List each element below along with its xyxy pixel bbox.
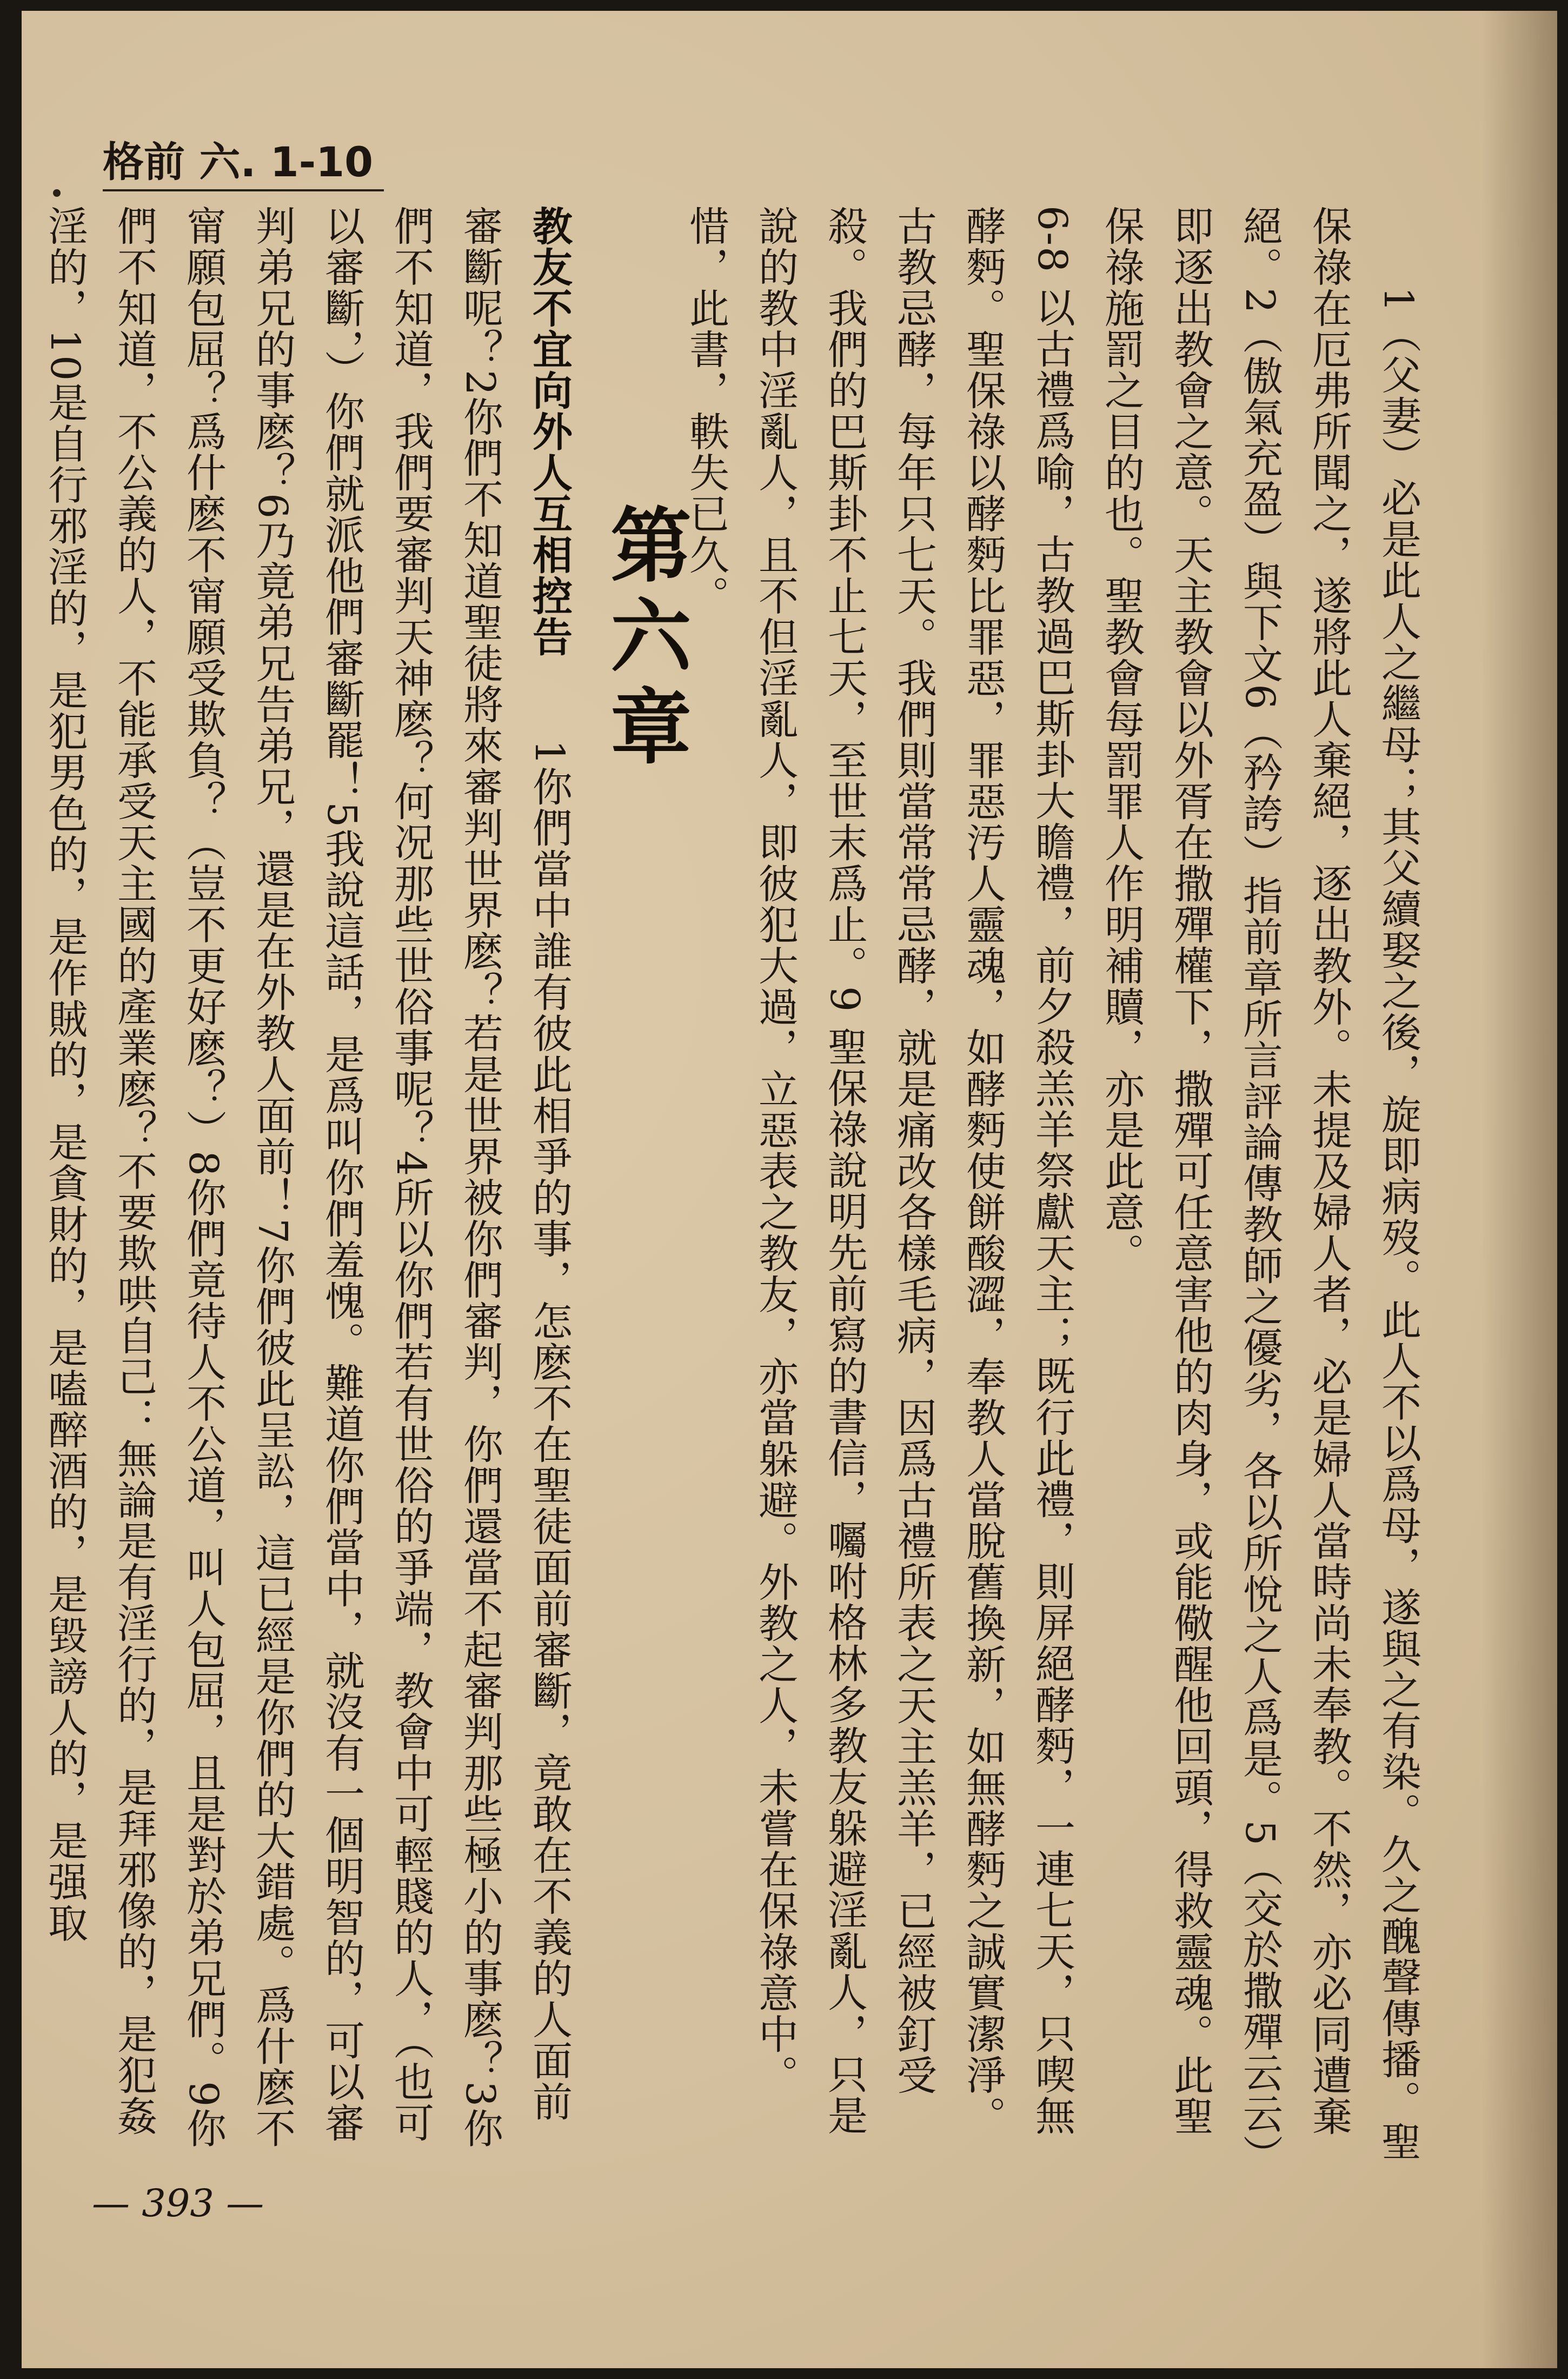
scripture-block bbox=[30, 205, 584, 2163]
page-number: — 393 — bbox=[92, 2181, 264, 2225]
scripture-text: 1你們當中誰有彼此相爭的事，怎麽不在聖徒面前審斷，竟敢在不義的人面前審斷呢？2你們不知道聖徒將來審判世界麽？若是世界被你們審判，你們還當不起審判那些極小的事麽？3你們不知道，我們要審判天神麽？何况那些世俗事呢？4所以你們若有世俗的爭端，教會中可輕賤的人，（也可以審斷，）你們就派他們審斷罷！5我說這話，是爲叫你們羞愧。難道你們當中，就沒有一個明智的，可以審判弟兄的事麽？6乃竟弟兄告弟兄，還是在外教人面前！7你們彼此呈訟，這已經是你們的大錯處。爲什麽不甯願包屈？爲什麽不甯願受欺負？（豈不更好麽？）8你們竟待人不公道，叫人包屈，且是對於弟兄們。9你們不知道，不公義的人，不能承受天主國的產業麽？不要欺哄自己：無論是有淫行的，是拜邪像的，是犯姦淫的，10是自行邪淫的，是犯男色的，是作賊的，是貪財的，是嗑醉酒的，是毀謗人的，是强取 bbox=[42, 205, 573, 2149]
book-page bbox=[22, 11, 1557, 2368]
chapter-title: 第六章 bbox=[596, 503, 690, 775]
binding-gutter-shadow bbox=[1481, 11, 1557, 2368]
section-heading: 教友不宜向外人互相控告 bbox=[526, 205, 573, 657]
commentary-paragraph-1: 1（父妻）必是此人之繼母；其父續娶之後，旋即病歿。此人不以爲母，遂與之有染。久之醜聲傳播。聖保祿在厄弗所聞之，遂將此人棄絕，逐出教外。未提及婦人者，必是婦人當時尚未奉教。不然，亦必同遭棄絕。2（傲氣充盈）與下文6（矜誇）指前章所言評論傳教師之優劣，各以所悅之人爲是。5（交於撒殫云云）即逐出教會之意。天主教會以外胥在撒殫權下，撒殫可任意害他的肉身，或能儆醒他回頭，得救靈魂。此聖保祿施罰之目的也。聖教會每罰罪人作明補贖，亦是此意。 bbox=[1098, 205, 1421, 2163]
running-header: 格前 六. 1-10 bbox=[103, 135, 384, 191]
commentary-block bbox=[683, 205, 1433, 2163]
commentary-paragraph-2: 6-8 以古禮爲喻，古教過巴斯卦大瞻禮，前夕殺羔羊祭獻天主；既行此禮，則屏絕酵麪，一連七天，只喫無酵麪。聖保祿以酵麪比罪惡，罪惡汚人靈魂，如酵麪使餅酸澀，奉教人當脫舊換新，如無酵麪之誠實潔淨。古教忌酵，每年只七天。我們則當常常忌酵，就是痛改各樣毛病，因爲古禮所表之天主羔羊，已經被釘受殺。我們的巴斯卦不止七天，至世末爲止。9 聖保祿說明先前寫的書信，囑咐格林多教友躲避淫亂人，只是說的教中淫亂人，且不但淫亂人，即彼犯大過，立惡表之教友，亦當躲避。外教之人，未嘗在保祿意中。惜，此書，軼失已久。 bbox=[683, 205, 1075, 2137]
margin-dot bbox=[53, 189, 61, 197]
vertical-text-columns bbox=[42, 205, 1433, 2163]
